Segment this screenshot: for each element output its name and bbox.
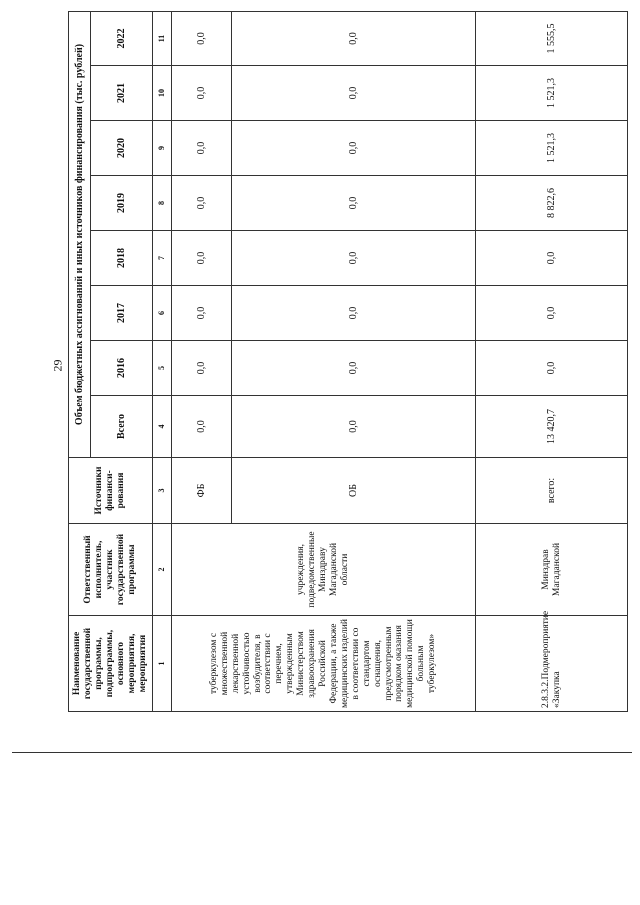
value-cell: 0,0 xyxy=(232,286,476,341)
header-total: Всего xyxy=(91,396,153,458)
column-number: 3 xyxy=(153,458,172,524)
value-cell: 1 521,3 xyxy=(476,121,628,176)
value-cell: 0,0 xyxy=(476,341,628,396)
value-cell: 0,0 xyxy=(232,231,476,286)
header-year-2022: 2022 xyxy=(91,11,153,65)
header-year-2017: 2017 xyxy=(91,286,153,341)
value-cell: 0,0 xyxy=(172,396,232,458)
table-row xyxy=(476,11,628,711)
value-cell: 0,0 xyxy=(172,341,232,396)
measure-name-cell: 2.8.3.2.Подмероприятие «Закупка xyxy=(476,616,628,712)
column-number: 7 xyxy=(153,231,172,286)
source-ob-cell: ОБ xyxy=(232,458,476,524)
column-number: 9 xyxy=(153,121,172,176)
column-number: 10 xyxy=(153,66,172,121)
value-cell: 0,0 xyxy=(232,176,476,231)
value-cell: 0,0 xyxy=(232,341,476,396)
value-cell: 0,0 xyxy=(172,231,232,286)
header-volume: Объем бюджетных ассигнований и иных источников финансирования (тыс. рублей) xyxy=(69,11,91,457)
header-year-2018: 2018 xyxy=(91,231,153,286)
column-number: 2 xyxy=(153,524,172,616)
header-year-2021: 2021 xyxy=(91,66,153,121)
column-number-row xyxy=(153,11,172,711)
value-cell: 8 822,6 xyxy=(476,176,628,231)
value-cell: 1 555,5 xyxy=(476,11,628,65)
page-number: 29 xyxy=(50,359,65,372)
column-number: 5 xyxy=(153,341,172,396)
value-cell: 0,0 xyxy=(232,396,476,458)
value-cell: 0,0 xyxy=(172,121,232,176)
header-year-2020: 2020 xyxy=(91,121,153,176)
measure-name-cell: туберкулезом с множественной лекарственной устойчивостью возбудителя, в соответствии с перечнем, утвержденным Министерством здравоохранения Российской Федерации, а также медицинских изделий в соответствии со стандартом оснащения, предусмотренным порядком оказания медицинской помощи больным туберкулезом» xyxy=(172,616,476,712)
value-cell: 0,0 xyxy=(172,11,232,65)
value-cell: 0,0 xyxy=(476,231,628,286)
header-name: Наименование государственной программы, подпрограммы, основного мероприятия, мероприятия xyxy=(69,616,153,712)
financing-table xyxy=(68,11,628,712)
source-total-cell: всего: xyxy=(476,458,628,524)
column-number: 1 xyxy=(153,616,172,712)
column-number: 6 xyxy=(153,286,172,341)
header-year-2016: 2016 xyxy=(91,341,153,396)
financing-table-sheet xyxy=(68,12,628,712)
value-cell: 0,0 xyxy=(232,66,476,121)
column-number: 11 xyxy=(153,11,172,65)
header-responsible: Ответственный исполнитель, участник государственной программы xyxy=(69,524,153,616)
value-cell: 0,0 xyxy=(172,286,232,341)
separator-line xyxy=(12,752,632,753)
source-fb-cell: ФБ xyxy=(172,458,232,524)
header-year-2019: 2019 xyxy=(91,176,153,231)
column-number: 4 xyxy=(153,396,172,458)
responsible-cell: учреждения, подведомственные Минздраву Магаданской области xyxy=(172,524,476,616)
value-cell: 0,0 xyxy=(172,176,232,231)
financing-table-container xyxy=(68,12,628,712)
responsible-cell: Минздрав Магаданской xyxy=(476,524,628,616)
value-cell: 13 420,7 xyxy=(476,396,628,458)
value-cell: 0,0 xyxy=(232,11,476,65)
value-cell: 1 521,3 xyxy=(476,66,628,121)
table-row xyxy=(172,11,232,711)
column-number: 8 xyxy=(153,176,172,231)
header-sources: Источники финанси-рования xyxy=(69,458,153,524)
value-cell: 0,0 xyxy=(232,121,476,176)
value-cell: 0,0 xyxy=(476,286,628,341)
value-cell: 0,0 xyxy=(172,66,232,121)
